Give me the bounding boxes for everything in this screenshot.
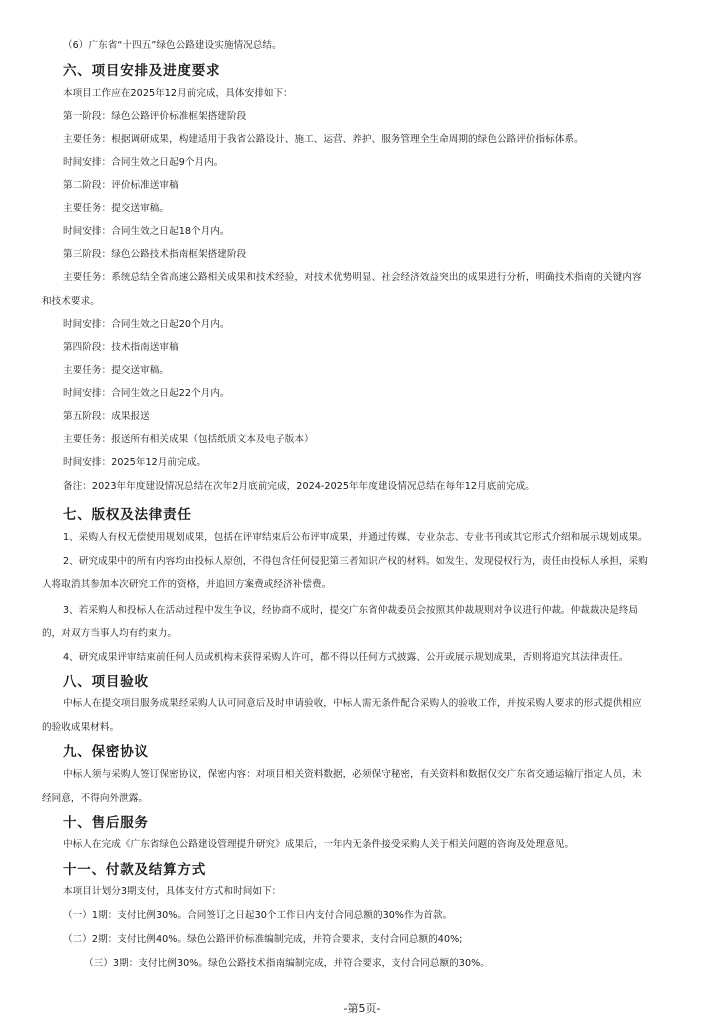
paragraph: 时间安排：合同生效之日起22个月内。 — [63, 388, 230, 399]
paragraph: 中标人在完成《广东省绿色公路建设管理提升研究》成果后，一年内无条件接受采购人关于相关问题的咨询及处理意见。 — [63, 839, 575, 850]
note: 备注：2023年年度建设情况总结在次年2月底前完成，2024-2025年年度建设情况总结在每年12月底前完成。 — [63, 481, 535, 492]
list-item: （一）1期：支付比例30%。合同签订之日起30个工作日内支付合同总额的30%作为首款。 — [63, 910, 453, 921]
paragraph: 人将取消其参加本次研究工作的资格，并追回方案费或经济补偿费。 — [42, 579, 332, 590]
paragraph: 主要任务：系统总结全省高速公路相关成果和技术经验，对技术优势明显、社会经济效益突出的成果进行分析，明确技术指南的关键内容 — [63, 272, 642, 283]
section-heading: 八、项目验收 — [63, 674, 149, 690]
paragraph: 第一阶段：绿色公路评价标准框架搭建阶段 — [63, 111, 247, 122]
paragraph: 3、若采购人和投标人在活动过程中发生争议，经协商不成时，提交广东省仲裁委员会按照其仲裁规则对争议进行仲裁。仲裁裁决是终局 — [63, 605, 639, 616]
paragraph: 和技术要求。 — [42, 296, 100, 307]
page-number: -第5页- — [343, 1002, 381, 1015]
paragraph: 第三阶段：绿色公路技术指南框架搭建阶段 — [63, 249, 247, 260]
paragraph: 时间安排：2025年12月前完成。 — [63, 457, 207, 468]
paragraph: 中标人须与采购人签订保密协议，保密内容：对项目相关资料数据，必须保守秘密，有关资料和数据仅交广东省交通运输厅指定人员，未 — [63, 769, 642, 780]
paragraph: 时间安排：合同生效之日起18个月内。 — [63, 226, 230, 237]
paragraph: 第五阶段：成果报送 — [63, 411, 150, 422]
paragraph: 主要任务：根据调研成果，构建适用于我省公路设计、施工、运营、养护、服务管理全生命周期的绿色公路评价指标体系。 — [63, 134, 584, 145]
paragraph: 时间安排：合同生效之日起20个月内。 — [63, 319, 230, 330]
paragraph: 经同意，不得向外泄露。 — [42, 793, 149, 804]
paragraph: 中标人在提交项目服务成果经采购人认可同意后及时申请验收，中标人需无条件配合采购人的验收工作，并按采购人要求的形式提供相应 — [63, 698, 642, 709]
paragraph: 1、采购人有权无偿使用规划成果，包括在评审结束后公布评审成果，并通过传媒、专业杂志、专业书刊或其它形式介绍和展示规划成果。 — [63, 532, 648, 543]
section-heading: 九、保密协议 — [63, 744, 149, 760]
paragraph: 第二阶段：评价标准送审稿 — [63, 180, 179, 191]
paragraph: 的，对双方当事人均有约束力。 — [42, 628, 178, 639]
paragraph: 时间安排：合同生效之日起9个月内。 — [63, 157, 224, 168]
paragraph: 主要任务：报送所有相关成果（包括纸质文本及电子版本） — [63, 434, 314, 445]
paragraph: 第四阶段：技术指南送审稿 — [63, 342, 179, 353]
list-item: （6）广东省“十四五”绿色公路建设实施情况总结。 — [63, 40, 282, 51]
list-item: （二）2期：支付比例40%。绿色公路评价标准编制完成，并符合要求，支付合同总额的40%; — [63, 934, 463, 945]
paragraph: 4、研究成果评审结束前任何人员或机构未获得采购人许可，都不得以任何方式披露、公开或展示规划成果，否则将追究其法律责任。 — [63, 652, 629, 663]
section-heading: 七、版权及法律责任 — [63, 507, 192, 523]
paragraph: 2、研究成果中的所有内容均由投标人原创，不得包含任何侵犯第三者知识产权的材料。如发生、发现侵权行为，责任由投标人承担，采购 — [63, 556, 648, 567]
section-heading: 十、售后服务 — [63, 815, 149, 831]
paragraph: 的验收成果材料。 — [42, 722, 120, 733]
list-item: （三）3期：支付比例30%。绿色公路技术指南编制完成，并符合要求，支付合同总额的30%。 — [84, 958, 490, 969]
paragraph: 本项目工作应在2025年12月前完成，具体安排如下： — [63, 88, 293, 99]
section-heading: 十一、付款及结算方式 — [63, 862, 206, 878]
paragraph: 主要任务：提交送审稿。 — [63, 365, 170, 376]
paragraph: 本项目计划分3期支付，具体支付方式和时间如下： — [63, 886, 282, 897]
paragraph: 主要任务：提交送审稿。 — [63, 203, 170, 214]
section-heading: 六、项目安排及进度要求 — [63, 63, 221, 79]
